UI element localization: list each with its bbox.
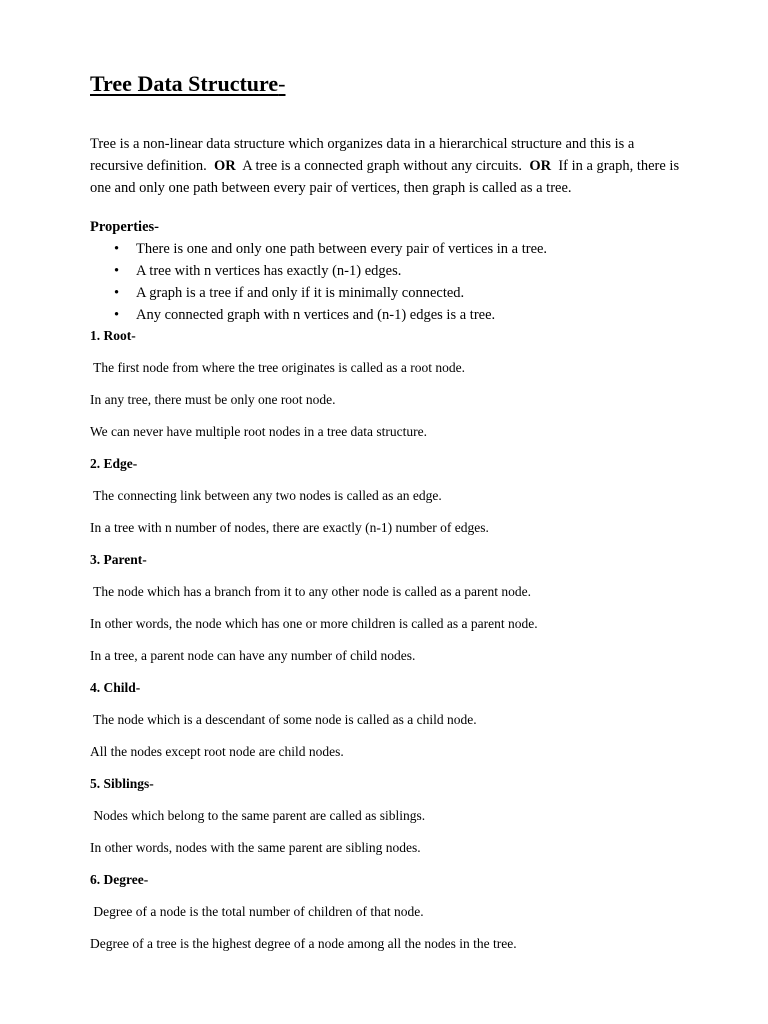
properties-item (90, 260, 680, 282)
intro-or-2: OR (529, 158, 552, 174)
intro-part-3: If in a graph, there is one and only one path between every pair of vertices, then graph is called as a tree. (90, 158, 680, 196)
page-title (90, 70, 680, 98)
intro-paragraph (90, 133, 680, 199)
document-page (90, 70, 680, 966)
properties-item (90, 238, 680, 260)
section-line: In other words, nodes with the same parent are sibling nodes. (90, 840, 421, 855)
section-line: The connecting link between any two nodes is called as an edge. (90, 488, 442, 503)
properties-item (90, 304, 680, 326)
section-line: We can never have multiple root nodes in a tree data structure. (90, 424, 428, 439)
section-line: In any tree, there must be only one root node. (90, 392, 336, 407)
properties-item-text: A tree with n vertices has exactly (n-1) edges. (136, 263, 402, 279)
page-title-dash: - (278, 71, 286, 96)
section-line: The node which is a descendant of some node is called as a child node. (90, 712, 477, 727)
section-heading-edge: 2. Edge- (90, 456, 138, 471)
page-title-text: Tree Data Structure (90, 71, 279, 96)
properties-item-text: A graph is a tree if and only if it is minimally connected. (136, 285, 465, 301)
bullet-icon: • (114, 263, 120, 279)
section-line: In a tree, a parent node can have any number of child nodes. (90, 648, 416, 663)
properties-list (90, 238, 680, 326)
section-line: The first node from where the tree originates is called as a root node. (90, 360, 465, 375)
section-line: In other words, the node which has one or more children is called as a parent node. (90, 616, 538, 631)
bullet-icon: • (114, 285, 120, 301)
section-line: All the nodes except root node are child nodes. (90, 744, 344, 759)
intro-part-2: A tree is a connected graph without any circuits. (242, 158, 523, 174)
section-line: Nodes which belong to the same parent are called as siblings. (90, 808, 426, 823)
properties-item-text: Any connected graph with n vertices and (n-1) edges is a tree. (136, 307, 496, 323)
section-line: In a tree with n number of nodes, there are exactly (n-1) number of edges. (90, 520, 489, 535)
intro-or-1: OR (214, 158, 236, 174)
section-heading-parent: 3. Parent- (90, 552, 147, 567)
properties-item (90, 282, 680, 304)
section-line: Degree of a node is the total number of children of that node. (90, 904, 424, 919)
section-line: Degree of a tree is the highest degree of a node among all the nodes in the tree. (90, 936, 517, 951)
bullet-icon: • (114, 307, 120, 323)
section-heading-siblings: 5. Siblings- (90, 776, 154, 791)
section-line: The node which has a branch from it to any other node is called as a parent node. (90, 584, 531, 599)
section-heading-root: 1. Root- (90, 328, 136, 343)
section-heading-degree: 6. Degree- (90, 872, 149, 887)
bullet-icon: • (114, 241, 120, 257)
section-heading-child: 4. Child- (90, 680, 141, 695)
intro-part-1: Tree is a non-linear data structure which organizes data in a hierarchical structure and this is a recursive definition. (90, 136, 635, 174)
properties-heading: Properties- (90, 219, 159, 235)
properties-item-text: There is one and only one path between every pair of vertices in a tree. (136, 241, 548, 257)
